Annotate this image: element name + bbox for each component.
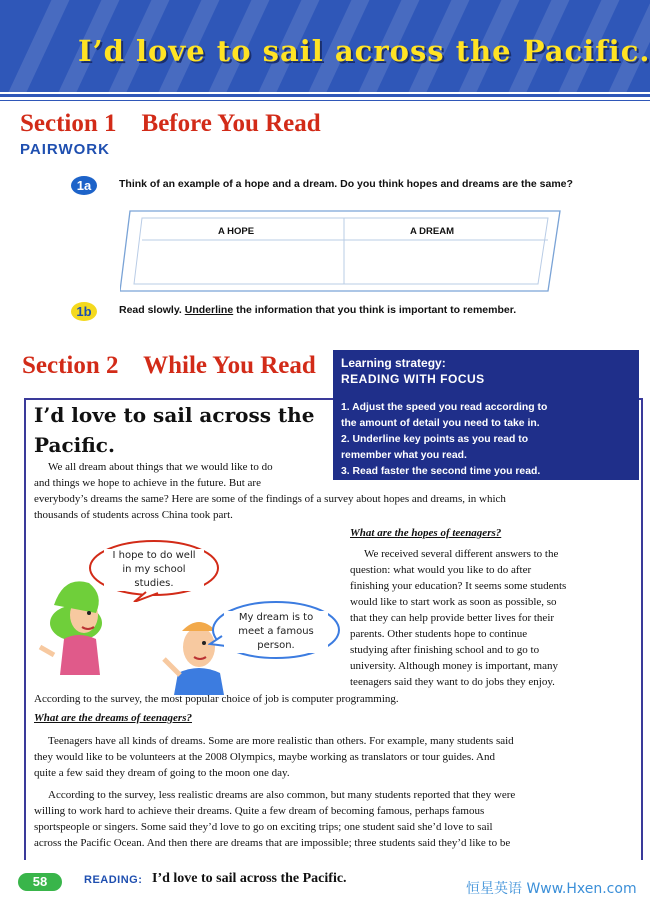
intro-line: everybody’s dreams the same? Here are some of the findings of a survey about hopes and dreams, in which: [34, 493, 506, 505]
section-2-heading: [22, 352, 316, 380]
strategy-item: the amount of detail you need to take in.: [341, 418, 540, 429]
section-title: While You Read: [143, 352, 316, 379]
bubble-line: My dream is to: [238, 612, 314, 623]
footer-title: I’d love to sail across the Pacific.: [152, 871, 347, 886]
intro-line: thousands of students across China took part.: [34, 509, 233, 521]
strategy-item: 3. Read faster the second time you read.: [341, 466, 541, 477]
hopes-line: teenagers said they want to do jobs they enjoy.: [350, 676, 555, 688]
activity-1a-text: Think of an example of a hope and a dream. Do you think hopes and dreams are the same?: [119, 178, 573, 190]
dreams-line: they would like to be volunteers at the 2008 Olympics, maybe working as translators or tour guides. And: [34, 751, 496, 763]
hope-dream-table: [120, 210, 568, 292]
dreams-heading: What are the dreams of teenagers?: [34, 712, 192, 724]
title-line: Pacific.: [34, 433, 115, 457]
table-frame: [120, 210, 568, 292]
strategy-subtitle: READING WITH FOCUS: [341, 372, 485, 386]
title-banner: [0, 0, 650, 92]
dreams-line: willing to work hard to achieve their dreams. Quite a few dream of becoming famous, perhaps famous: [34, 805, 485, 817]
hopes-line: university. Although money is important, many: [350, 660, 558, 672]
strategy-list: [341, 400, 547, 480]
bubble-line: person.: [257, 640, 295, 651]
section-label: Section 2: [22, 352, 119, 379]
strategy-item: 1. Adjust the speed you read according to: [341, 402, 548, 413]
hopes-line: question: what would you like to do after: [350, 564, 532, 576]
speech-text-1: [104, 549, 204, 591]
hopes-line: finishing your education? It seems some students: [350, 580, 567, 592]
strategy-title: Learning strategy:: [341, 356, 446, 370]
watermark: 恒星英语 Www.Hxen.com: [466, 881, 637, 897]
dreams-line: Teenagers have all kinds of dreams. Some are more realistic than others. For example, many students said: [48, 735, 514, 747]
unit-title: I’d love to sail across the Pacific.: [78, 34, 650, 68]
text-fragment: the information that you think is important to remember.: [233, 304, 517, 316]
intro-line: We all dream about things that we would like to do: [48, 461, 273, 473]
dreams-line: sportspeople or singers. Some said they’d love to go on exciting trips; one student said she’d love to sail: [34, 821, 493, 833]
hopes-heading: What are the hopes of teenagers?: [350, 527, 502, 539]
intro-line: and things we hope to achieve in the future. But are: [34, 477, 261, 489]
dreams-line: quite a few said they dream of going to the moon one day.: [34, 767, 290, 779]
hopes-line: would like to start work as soon as possible, so: [350, 596, 557, 608]
title-line: I’d love to sail across the: [34, 403, 315, 427]
hope-column-header: A HOPE: [218, 226, 255, 237]
hopes-line: We received several different answers to the: [364, 548, 559, 560]
strategy-item: remember what you read.: [341, 450, 467, 461]
learning-strategy-box: [333, 350, 639, 480]
activity-1a-badge: 1a: [71, 176, 97, 195]
footer-label: READING:: [84, 874, 143, 886]
page-number: 58: [18, 873, 62, 891]
activity-1b-text: [119, 303, 599, 318]
pairwork-label: PAIRWORK: [20, 141, 110, 158]
survey-line: According to the survey, the most popular choice of job is computer programming.: [34, 693, 399, 705]
dream-column-header: A DREAM: [410, 226, 454, 237]
dreams-line: across the Pacific Ocean. And then there are dreams that are impossible; three students said they’d like to be: [34, 837, 511, 849]
divider: [0, 94, 650, 97]
activity-1b-badge: 1b: [71, 302, 97, 321]
divider: [0, 100, 650, 101]
text-fragment: Read slowly.: [119, 304, 185, 316]
underline-word: Underline: [184, 304, 234, 316]
speech-text-2: [224, 611, 328, 653]
strategy-item: 2. Underline key points as you read to: [341, 434, 529, 445]
bubble-line: I hope to do well: [112, 550, 196, 561]
bubble-line: meet a famous: [238, 626, 314, 637]
section-title: Before You Read: [141, 110, 321, 137]
section-label: Section 1: [20, 110, 117, 137]
dreams-line: According to the survey, less realistic dreams are also common, but many students reported that they were: [48, 789, 516, 801]
hopes-line: studying after finishing school and to go to: [350, 644, 540, 656]
hopes-line: that they can help provide better lives for their: [350, 612, 555, 624]
article-title: [34, 400, 314, 460]
bubble-line: studies.: [134, 578, 174, 589]
bubble-line: in my school: [122, 564, 186, 575]
section-1-heading: [20, 110, 321, 138]
hopes-line: parents. Other students hope to continue: [350, 628, 528, 640]
